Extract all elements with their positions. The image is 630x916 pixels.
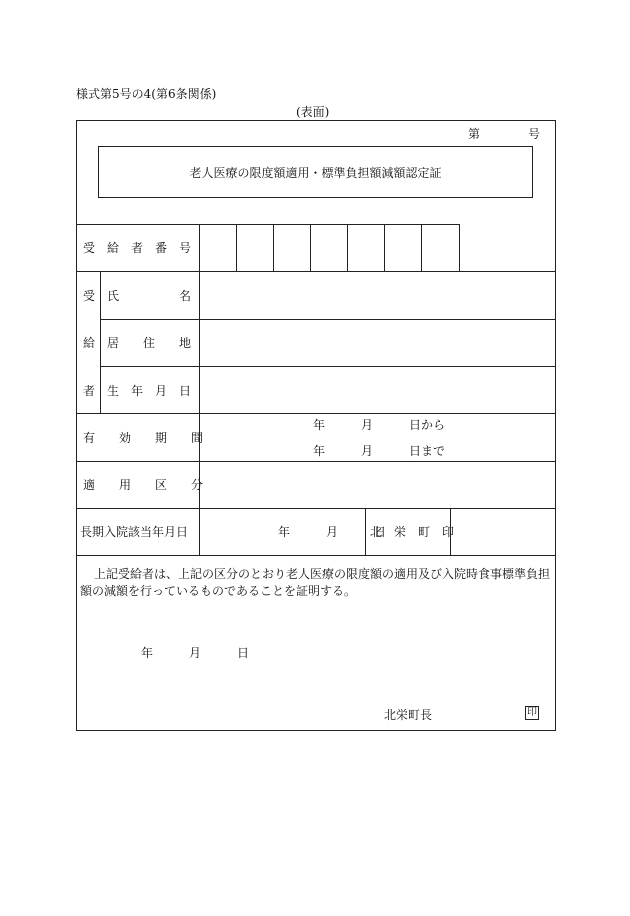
line-top-category (76, 461, 556, 462)
number-prefix: 第 (468, 127, 481, 141)
line-top-validity (76, 413, 556, 414)
number-suffix: 号 (528, 127, 541, 141)
side-label: (表面) (296, 105, 330, 119)
category-label: 適 用 区 分 (83, 478, 204, 492)
recipient-group-divider (100, 271, 101, 413)
certification-text-line2: 額の減額を行っているものであることを証明する。 (80, 584, 357, 598)
label-column-divider (199, 224, 200, 555)
line-top-recipient-number (76, 224, 460, 225)
address-label: 居 住 地 (107, 336, 192, 350)
document-title: 老人医療の限度額適用・標準負担額減額認定証 (189, 166, 442, 180)
recipient-vertical-char: 給 (83, 336, 96, 350)
line-top-long-term (76, 508, 556, 509)
number-digit-divider (310, 224, 311, 271)
line-top-address (100, 319, 556, 320)
number-digit-divider (236, 224, 237, 271)
validity-label: 有 効 期 間 (83, 431, 204, 445)
town-seal-label: 北 栄 町 印 (370, 525, 455, 539)
recipient-vertical-char: 者 (83, 384, 96, 398)
seal-icon: 印 (527, 707, 537, 718)
number-digit-divider (273, 224, 274, 271)
line-top-certification (76, 555, 556, 556)
long-term-label: 長期入院該当年月日 (80, 525, 189, 539)
line-top-birthdate (100, 366, 556, 367)
issuer: 北栄町長 (384, 708, 433, 722)
line-top-name (76, 271, 556, 272)
validity-to: 年 月 日まで (313, 444, 446, 458)
number-digit-divider (421, 224, 422, 271)
validity-from: 年 月 日から (313, 418, 446, 432)
form-number: 様式第5号の4(第6条関係) (76, 87, 217, 101)
number-digit-divider (347, 224, 348, 271)
birth-date-label: 生 年 月 日 (107, 384, 192, 398)
recipient-vertical-char: 受 (83, 289, 96, 303)
certification-date: 年 月 日 (141, 646, 250, 660)
certification-text-line1: 上記受給者は、上記の区分のとおり老人医療の限度額の適用及び入院時食事標準負担 (94, 567, 551, 581)
name-label: 氏 名 (107, 289, 192, 303)
number-digit-divider (384, 224, 385, 271)
recipient-number-label: 受 給 者 番 号 (83, 241, 192, 255)
long-term-date: 年 月 日 (278, 525, 387, 539)
number-digit-divider (459, 224, 460, 271)
